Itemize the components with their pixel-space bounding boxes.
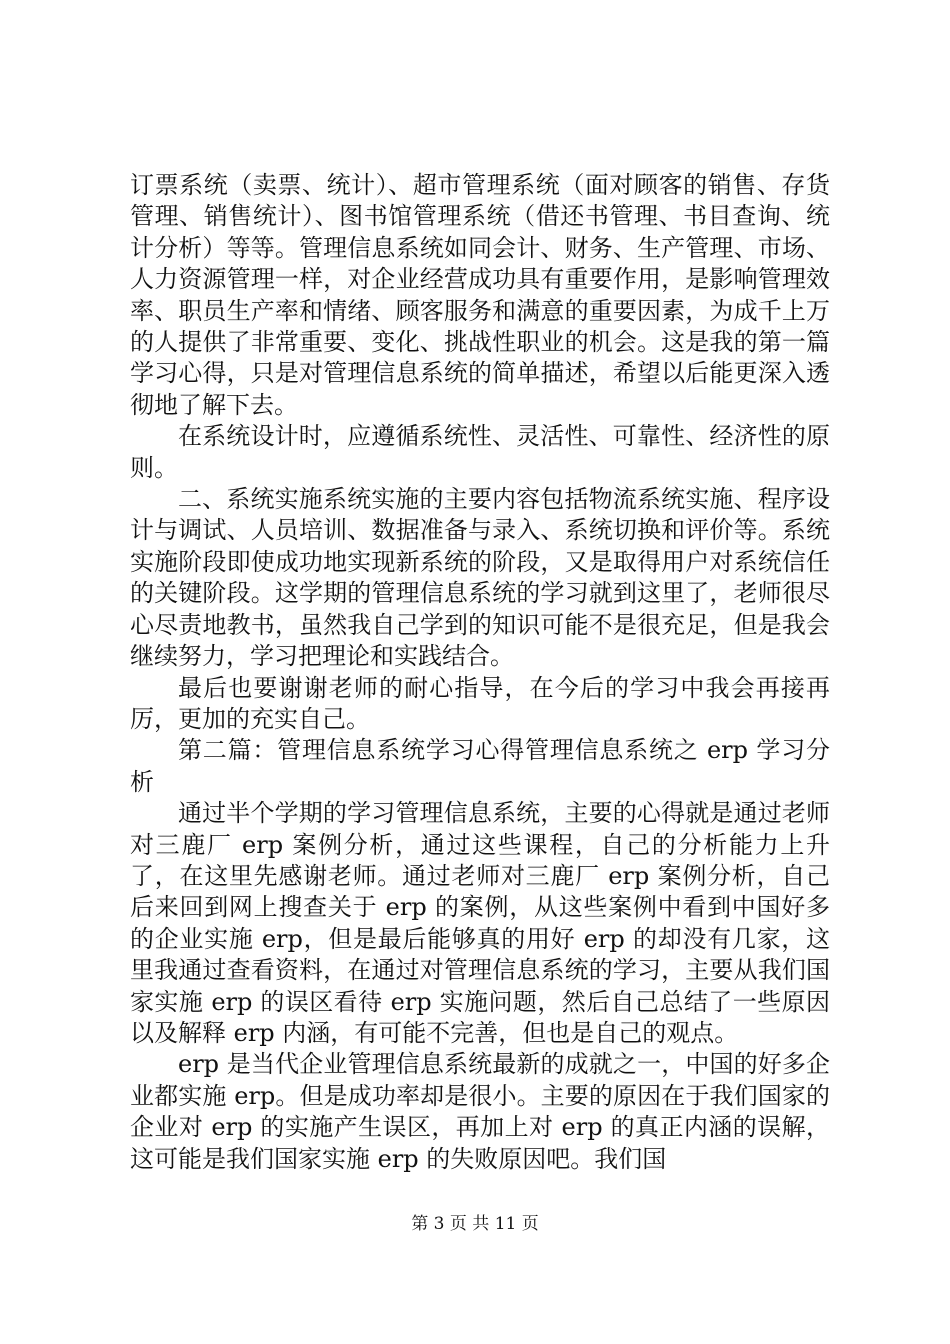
section-heading: 第二篇：管理信息系统学习心得管理信息系统之 erp 学习分析	[130, 736, 830, 796]
document-body	[130, 170, 830, 1175]
paragraph: 在系统设计时，应遵循系统性、灵活性、可靠性、经济性的原则。	[130, 422, 830, 482]
paragraph: 通过半个学期的学习管理信息系统，主要的心得就是通过老师对三鹿厂 erp 案例分析，通过这些课程，自己的分析能力上升了，在这里先感谢老师。通过老师对三鹿厂 erp 案例分析，自己后来回到网上搜查关于 erp 的案例，从这些案例中看到中国好多的企业实施 erp，但是最后能够真的用好 erp 的却没有几家，这里我通过查看资料，在通过对管理信息系统的学习，主要从我们国家实施 erp 的误区看待 erp 实施问题，然后自己总结了一些原因以及解释 erp 内涵，有可能不完善，但也是自己的观点。	[130, 799, 830, 1047]
paragraph: 订票系统（卖票、统计）、超市管理系统（面对顾客的销售、存货管理、销售统计）、图书馆管理系统（借还书管理、书目查询、统计分析）等等。管理信息系统如同会计、财务、生产管理、市场、人力资源管理一样，对企业经营成功具有重要作用，是影响管理效率、职员生产率和情绪、顾客服务和满意的重要因素，为成千上万的人提供了非常重要、变化、挑战性职业的机会。这是我的第一篇学习心得，只是对管理信息系统的简单描述，希望以后能更深入透彻地了解下去。	[130, 171, 830, 419]
paragraph: 二、系统实施系统实施的主要内容包括物流系统实施、程序设计与调试、人员培训、数据准备与录入、系统切换和评价等。系统实施阶段即使成功地实现新系统的阶段，又是取得用户对系统信任的关键阶段。这学期的管理信息系统的学习就到这里了，老师很尽心尽责地教书，虽然我自己学到的知识可能不是很充足，但是我会继续努力，学习把理论和实践结合。	[130, 485, 830, 671]
page-number-footer: 第 3 页 共 11 页	[411, 1214, 539, 1234]
paragraph: 最后也要谢谢老师的耐心指导，在今后的学习中我会再接再厉，更加的充实自己。	[130, 673, 830, 733]
paragraph: erp 是当代企业管理信息系统最新的成就之一，中国的好多企业都实施 erp。但是成功率却是很小。主要的原因在于我们国家的企业对 erp 的实施产生误区，再加上对 erp 的真正内涵的误解，这可能是我们国家实施 erp 的失败原因吧。我们国	[130, 1050, 830, 1173]
